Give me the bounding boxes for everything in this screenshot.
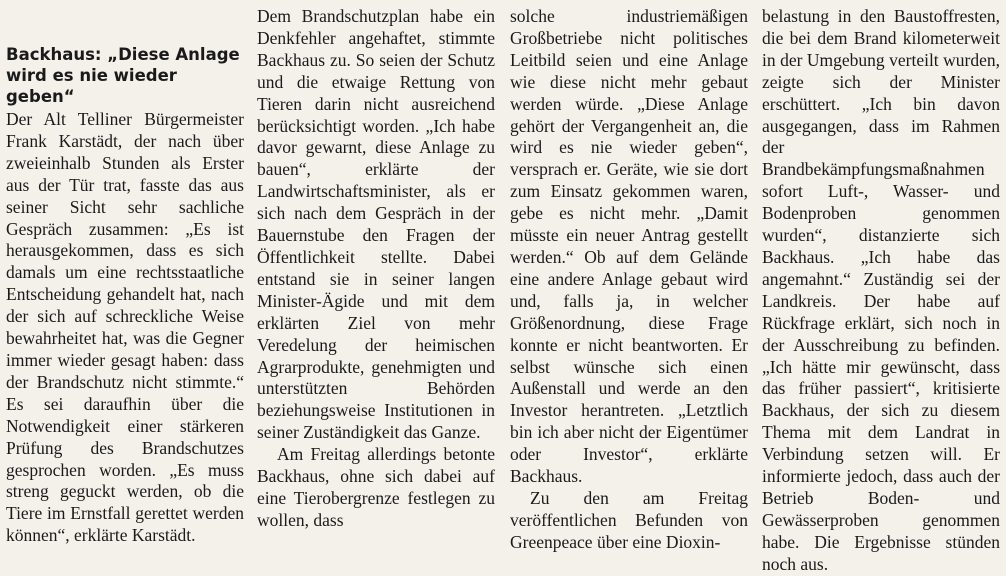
article-subheadline: Backhaus: „Diese Anlage wird es nie wieder geben“ <box>6 45 240 106</box>
column-3-paragraph-1: solche industriemäßigen Großbetriebe nicht politisches Leitbild seien und eine Anlage wie diese nicht mehr gebaut werden würde. „Diese Anlage gehört der Vergangenheit an, die wird es nie wieder geben“, versprach er. Geräte, wie sie dort zum Einsatz gekommen waren, gebe es nicht mehr. „Damit müsste ein neuer Antrag gestellt werden.“ Ob auf dem Gelände eine andere Anlage gebaut wird und, falls ja, in welcher Größenordnung, diese Frage konnte er nicht beantworten. Er selbst wünsche sich einen Außenstall und werde an den Investor herantreten. „Letztlich bin ich aber nicht der Eigentümer oder Investor“, erklärte Backhaus. <box>510 6 748 487</box>
column-2 <box>257 6 495 532</box>
column-2-paragraph-2: Am Freitag allerdings betonte Backhaus, ohne sich dabei auf eine Tierobergrenze festlegen zu wollen, dass <box>257 444 495 530</box>
column-3-paragraph-2: Zu den am Freitag veröffentlichen Befunden von Greenpeace über eine Dioxin- <box>510 487 748 552</box>
column-4 <box>762 6 1000 576</box>
column-1 <box>6 6 244 547</box>
column-2-paragraph-1: Dem Brandschutzplan habe ein Denkfehler angehaftet, stimmte Backhaus zu. So seien der Schutz und die etwaige Rettung von Tieren darin nicht ausreichend berücksichtigt worden. „Ich habe davor gewarnt, diese Anlage zu bauen“, erklärte der Landwirtschaftsminister, als er sich nach dem Gespräch in der Bauernstube den Fragen der Öffentlichkeit stellte. Dabei entstand sie in seiner langen Minister-Ägide und mit dem erklärten Ziel von mehr Veredelung der heimischen Agrarprodukte, genehmigten und unterstützten Behörden beziehungsweise Institutionen in seiner Zuständigkeit das Ganze. <box>257 6 495 443</box>
column-3 <box>510 6 748 554</box>
column-1-paragraph: Der Alt Telliner Bürgermeister Frank Karstädt, der nach über zweieinhalb Stunden als Erster aus der Tür trat, fasste das aus seiner Sicht sehr sachliche Gespräch zusammen: „Es ist herausgekommen, dass es sich damals um eine rechtsstaatliche Entscheidung gehandelt hat, nach der sich auf schreckliche Weise bewahrheitet hat, was die Gegner immer wieder gesagt haben: dass der Brandschutz nicht stimmte.“ Es sei daraufhin über die Notwendigkeit einer stärkeren Prüfung des Brandschutzes gesprochen worden. „Es muss streng geguckt werden, ob die Tiere im Ernstfall gerettet werden können“, erklärte Karstädt. <box>6 109 244 546</box>
column-4-paragraph: belastung in den Baustoffresten, die bei dem Brand kilometerweit in der Umgebung verteilt wurden, zeigte sich der Minister erschüttert. „Ich bin davon ausgegangen, dass im Rahmen der Brandbekämpfungsmaßnahmen sofort Luft-, Wasser- und Bodenproben genommen wurden“, distanzierte sich Backhaus. „Ich habe das angemahnt.“ Zuständig sei der Landkreis. Der habe auf Rückfrage erklärt, sich noch in der Ausschreibung zu befinden. „Ich hätte mir gewünscht, dass das früher passiert“, kritisierte Backhaus, der sich zu diesem Thema mit dem Landrat in Verbindung setzen will. Er informierte jedoch, dass auch der Betrieb Boden- und Gewässerproben genommen habe. Die Ergebnisse stünden noch aus. <box>762 6 1000 574</box>
